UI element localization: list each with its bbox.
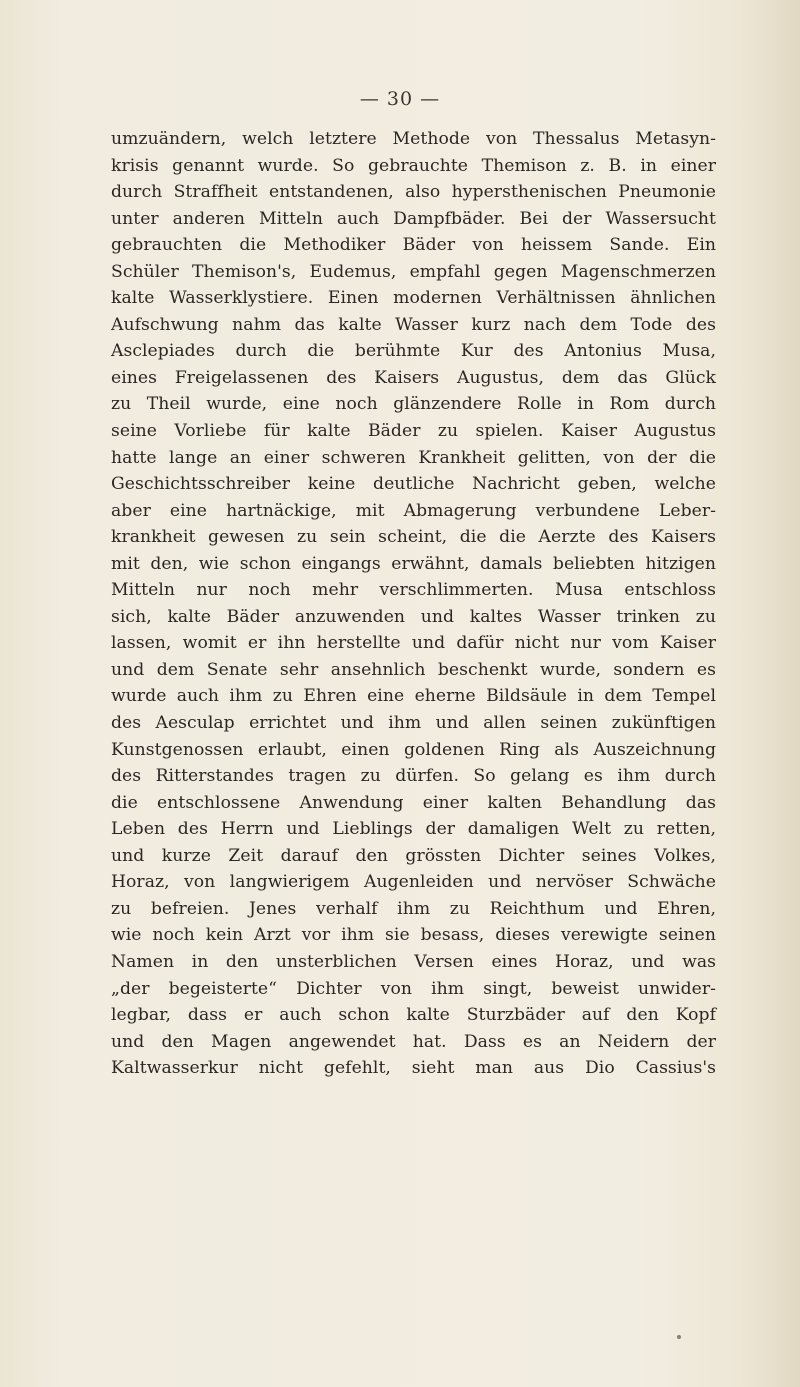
text-line: Geschichtsschreiber keine deutliche Nachricht geben, welche [111, 474, 716, 495]
print-speck [677, 1335, 681, 1339]
text-line: eines Freigelassenen des Kaisers Augustus, dem das Glück [111, 367, 716, 388]
text-line: sich, kalte Bäder anzuwenden und kaltes Wasser trinken zu [111, 606, 716, 627]
text-line: und kurze Zeit darauf den grössten Dichter seines Volkes, [111, 845, 716, 866]
text-line: die entschlossene Anwendung einer kalten Behandlung das [111, 792, 716, 813]
text-line: krankheit gewesen zu sein scheint, die die Aerzte des Kaisers [111, 527, 716, 548]
page-number-header: — 30 — [359, 88, 441, 110]
page-edge-shading [740, 0, 800, 1387]
text-line: gebrauchten die Methodiker Bäder von heissem Sande. Ein [111, 235, 716, 256]
text-line: aber eine hartnäckige, mit Abmagerung verbundene Leber- [111, 500, 716, 521]
text-line: umzuändern, welch letztere Methode von Thessalus Metasyn- [111, 129, 716, 149]
text-line: zu befreien. Jenes verhalf ihm zu Reichthum und Ehren, [111, 898, 716, 919]
text-line: Schüler Themison's, Eudemus, empfahl gegen Magenschmerzen [111, 261, 716, 282]
text-line: und dem Senate sehr ansehnlich beschenkt wurde, sondern es [111, 659, 716, 680]
text-line: durch Straffheit entstandenen, also hypersthenischen Pneumonie [111, 182, 716, 203]
text-line: Kunstgenossen erlaubt, einen goldenen Ring als Auszeichnung [111, 739, 716, 760]
text-line: und den Magen angewendet hat. Dass es an Neidern der [111, 1031, 716, 1052]
text-line: Kaltwasserkur nicht gefehlt, sieht man aus Dio Cassius's [111, 1058, 716, 1079]
text-line: wie noch kein Arzt vor ihm sie besass, dieses verewigte seinen [111, 925, 716, 946]
text-line: seine Vorliebe für kalte Bäder zu spielen. Kaiser Augustus [111, 421, 716, 442]
text-line: Mitteln nur noch mehr verschlimmerten. Musa entschloss [111, 580, 716, 601]
text-line: legbar, dass er auch schon kalte Sturzbäder auf den Kopf [111, 1005, 716, 1026]
text-line: zu Theil wurde, eine noch glänzendere Rolle in Rom durch [111, 394, 716, 415]
text-line: des Aesculap errichtet und ihm und allen seinen zukünftigen [111, 713, 716, 734]
text-line: kalte Wasserklystiere. Einen modernen Verhältnissen ähnlichen [111, 288, 716, 309]
text-line: krisis genannt wurde. So gebrauchte Themison z. B. in einer [111, 155, 716, 176]
text-line: hatte lange an einer schweren Krankheit gelitten, von der die [111, 447, 716, 468]
text-line: des Ritterstandes tragen zu dürfen. So gelang es ihm durch [111, 766, 716, 787]
text-line: „der begeisterte“ Dichter von ihm singt, beweist unwider- [111, 978, 716, 999]
text-line: unter anderen Mitteln auch Dampfbäder. Bei der Wassersucht [111, 208, 716, 229]
text-line: Aufschwung nahm das kalte Wasser kurz nach dem Tode des [111, 314, 716, 335]
body-text [111, 126, 716, 1082]
text-line: Asclepiades durch die berühmte Kur des Antonius Musa, [111, 341, 716, 362]
text-line: lassen, womit er ihn herstellte und dafür nicht nur vom Kaiser [111, 633, 716, 654]
text-line: mit den, wie schon eingangs erwähnt, damals beliebten hitzigen [111, 553, 716, 574]
text-line: Leben des Herrn und Lieblings der damaligen Welt zu retten, [111, 819, 716, 840]
text-line: Horaz, von langwierigem Augenleiden und nervöser Schwäche [111, 872, 716, 893]
text-line: wurde auch ihm zu Ehren eine eherne Bildsäule in dem Tempel [111, 686, 716, 707]
text-line: Namen in den unsterblichen Versen eines Horaz, und was [111, 951, 716, 972]
